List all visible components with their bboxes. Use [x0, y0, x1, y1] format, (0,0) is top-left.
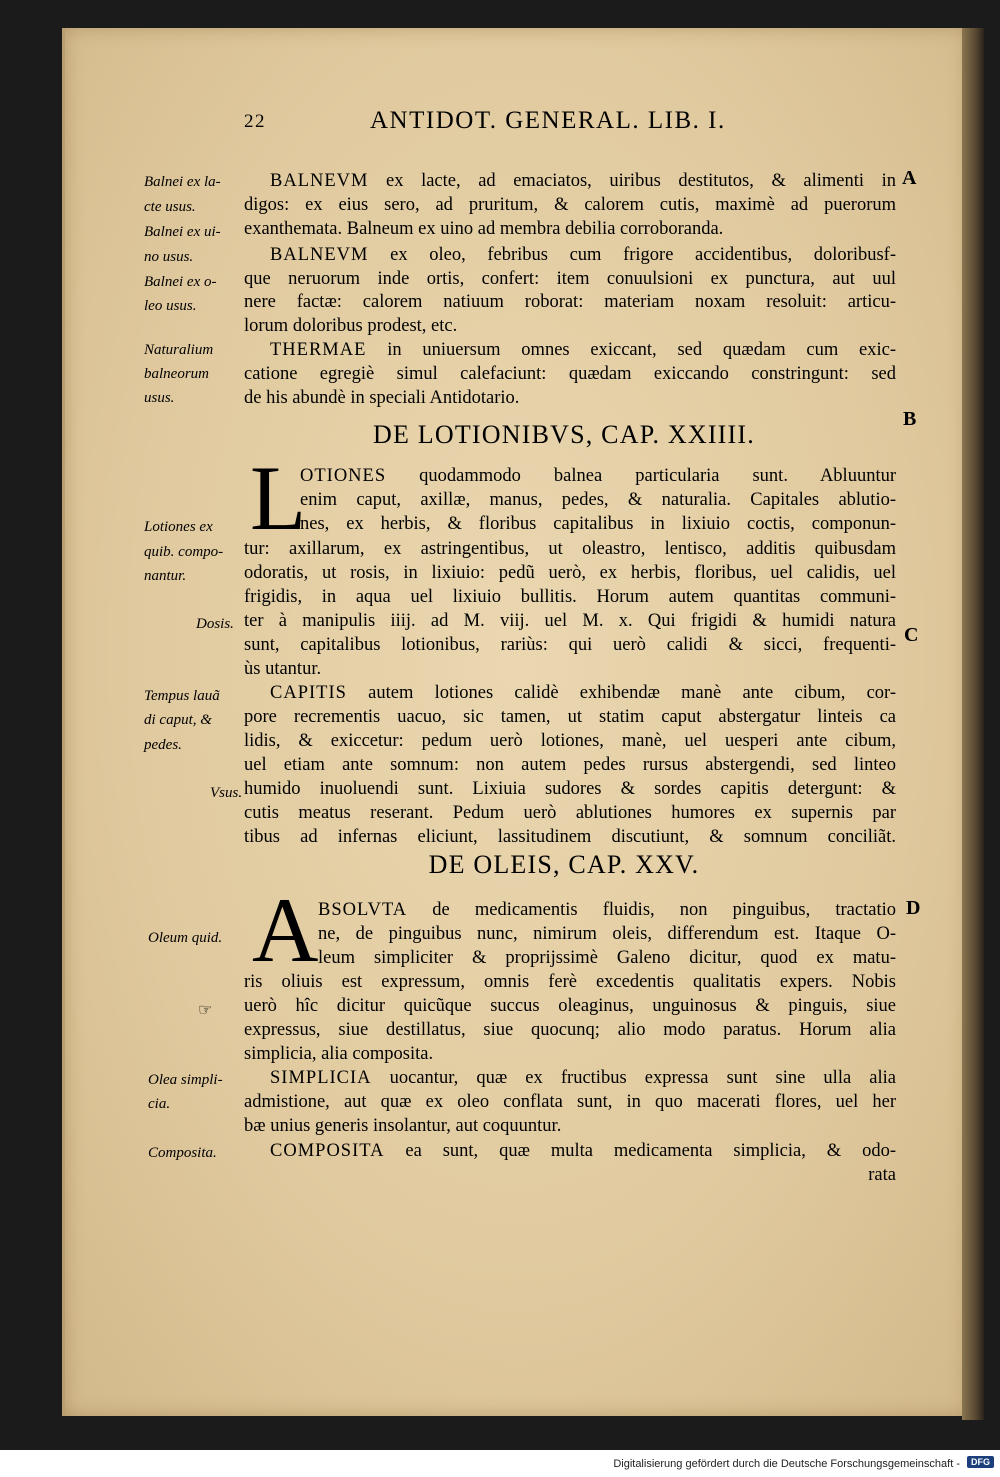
chapter-heading: DE LOTIONIBVS, CAP. XXIIII. — [373, 420, 755, 449]
drop-cap: A — [252, 879, 319, 981]
text-line: nes, ex herbis, & floribus capitalibus in lixiuio coctis, componun- — [300, 514, 896, 534]
text-line: tibus ad infernas eliciunt, lassitudinem discutiunt, & somnum conciliãt. — [244, 827, 896, 847]
catchword: rata — [868, 1165, 896, 1185]
hand-pointer-icon: ☞ — [198, 1002, 213, 1019]
text-line: lidis, & exiccetur: pedum uerò lotiones, manè, uel uesperi ante cibum, — [244, 731, 896, 751]
text-line: frigidis, in aqua uel lixiuio bullitis. Horum autem quantitas communi- — [244, 587, 896, 607]
margin-note: balneorum — [144, 366, 209, 382]
text-line: exanthemata. Balneum ex uino ad membra debilia corroboranda. — [244, 219, 724, 239]
margin-note: Lotiones ex — [144, 519, 213, 535]
signature-a: A — [902, 167, 917, 189]
text-line: tur: axillarum, ex astringentibus, ut oleastro, lentisco, additis quibusdam — [244, 539, 896, 559]
text-line: enim caput, axillæ, manus, pedes, & naturalia. Capitales ablutio- — [300, 490, 896, 510]
funding-notice: Digitalisierung gefördert durch die Deutsche Forschungsgemeinschaft - — [613, 1458, 960, 1470]
margin-note: Dosis. — [196, 616, 234, 632]
text-line: BALNEVM ex oleo, febribus cum frigore accidentibus, doloribusf- — [270, 245, 896, 265]
text-line: odoratis, ut rosis, in lixiuio: pedũ uerò, ex herbis, floribus, uel calidis, uel — [244, 563, 896, 583]
text-line: cutis meatus reserant. Pedum uerò ablutiones humores ex supernis par — [244, 803, 896, 823]
margin-note: cia. — [148, 1096, 171, 1112]
margin-note: Naturalium — [144, 342, 214, 358]
running-head — [244, 107, 884, 141]
text-line: digos: ex eius sero, ad pruritum, & calorem cutis, maximè ad puerorum — [244, 195, 896, 215]
dfg-logo: DFG — [967, 1456, 994, 1468]
text-line: uerò hîc dicitur quicũque succus oleaginus, unguinosus & pinguis, siue — [244, 996, 896, 1016]
signature-b: B — [903, 408, 917, 430]
text-line: OTIONES quodammodo balnea particularia sunt. Abluuntur — [300, 466, 896, 486]
text-line: humido inuoluendi sunt. Lixiuia sudores & sordes capitis detergunt: & — [244, 779, 896, 799]
text-line: nere factæ: calorem natiuum roborat: materiam noxam resoluit: articu- — [244, 292, 896, 312]
text-line: ter à manipulis iiij. ad M. viij. uel M. x. Qui frigidi & humidi natura — [244, 611, 896, 631]
text-line: ùs utantur. — [244, 659, 322, 679]
text-line: BALNEVM ex lacte, ad emaciatos, uiribus destitutos, & alimenti in — [270, 171, 896, 191]
margin-note: no usus. — [144, 249, 194, 265]
text-line: expressus, siue destillatus, siue quocunq; alio modo paratus. Horum alia — [244, 1020, 896, 1040]
margin-note: leo usus. — [144, 298, 197, 314]
signature-d: D — [906, 897, 921, 919]
margin-note: Tempus lauã — [144, 688, 220, 704]
text-line: admistione, aut quæ ex oleo conflata sunt, in quo macerati flores, uel her — [244, 1092, 896, 1112]
text-line: pore recrementis uacuo, sic tamen, ut statim caput abstergatur linteis ca — [244, 707, 896, 727]
page-number: 22 — [244, 111, 266, 132]
text-line: CAPITIS autem lotiones calidè exhibendæ manè ante cibum, cor- — [270, 683, 896, 703]
text-line: simplicia, alia composita. — [244, 1044, 434, 1064]
margin-note: Balnei ex o- — [144, 274, 217, 290]
text-line: BSOLVTA de medicamentis fluidis, non pinguibus, tractatio — [318, 900, 896, 920]
running-title: ANTIDOT. GENERAL. LIB. I. — [370, 107, 726, 134]
signature-c: C — [904, 624, 919, 646]
text-line: sunt, capitalibus lotionibus, rariùs: qui uerò calidi & sicci, frequenti- — [244, 635, 896, 655]
margin-note: pedes. — [144, 737, 182, 753]
margin-note: Oleum quid. — [148, 930, 223, 946]
text-line: COMPOSITA ea sunt, quæ multa medicamenta simplicia, & odo- — [270, 1141, 896, 1161]
margin-note: Vsus. — [210, 785, 243, 801]
margin-note: usus. — [144, 390, 175, 406]
margin-note: Balnei ex ui- — [144, 224, 221, 240]
text-line: ne, de pinguibus nunc, nimirum oleis, differendum est. Itaque O- — [318, 924, 896, 944]
text-line: SIMPLICIA uocantur, quæ ex fructibus expressa sunt sine ulla alia — [270, 1068, 896, 1088]
chapter-heading: DE OLEIS, CAP. XXV. — [428, 850, 700, 879]
margin-note: nantur. — [144, 568, 187, 584]
text-line: que neruorum inde ortis, confert: item conuulsioni ex punctura, aut uul — [244, 269, 896, 289]
text-line: THERMAE in uniuersum omnes exiccant, sed quædam cum exic- — [270, 340, 896, 360]
text-line: uel etiam ante somnum: non autem pedes rursus abstergendi, sed linteo — [244, 755, 896, 775]
text-line: lorum doloribus prodest, etc. — [244, 316, 458, 336]
margin-note: di caput, & — [144, 712, 212, 728]
drop-cap: L — [250, 447, 307, 549]
text-line: catione egregiè simul calefaciunt: quædam exiccando constringunt: sed — [244, 364, 896, 384]
text-line: de his abundè in speciali Antidotario. — [244, 388, 520, 408]
text-line: leum simpliciter & proprijssimè Galeno dicitur, quod ex matu- — [318, 948, 896, 968]
margin-note: cte usus. — [144, 199, 196, 215]
margin-note: Composita. — [148, 1145, 217, 1161]
text-line: ris oliuis est expressum, omnis ferè excedentis qualitatis expers. Nobis — [244, 972, 896, 992]
margin-note: quib. compo- — [144, 544, 224, 560]
page-edge — [962, 28, 984, 1420]
text-line: bæ unius generis insolantur, aut coquuntur. — [244, 1116, 562, 1136]
margin-note: Balnei ex la- — [144, 174, 221, 190]
margin-note: Olea simpli- — [148, 1072, 223, 1088]
